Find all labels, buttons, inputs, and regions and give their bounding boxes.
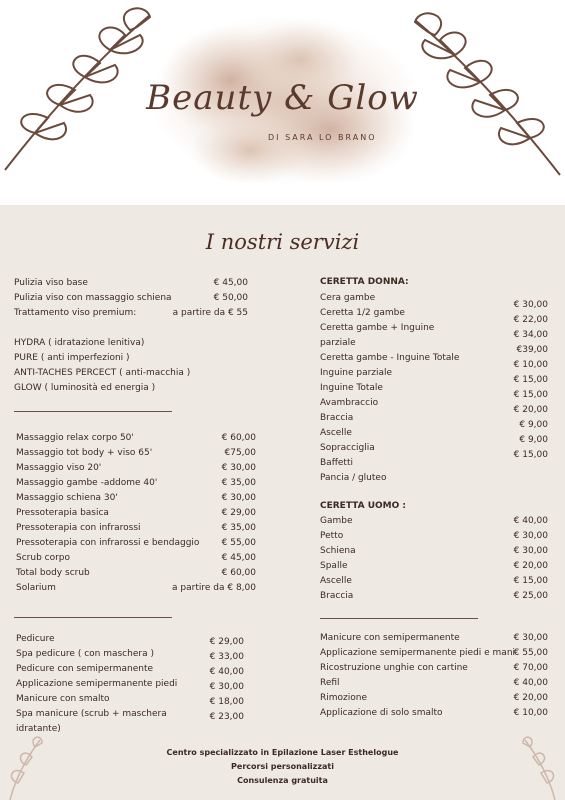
price: € 40,00 — [513, 516, 548, 526]
footer-line: Consulenza gratuita — [237, 776, 328, 785]
price: € 30,00 — [513, 633, 548, 643]
price: € 15,00 — [513, 450, 548, 460]
list-item: Pressoterapia con infrarossi e bendaggio — [16, 538, 200, 548]
list-item: Spalle — [320, 561, 348, 571]
price: € 55,00 — [513, 648, 548, 658]
price: € 55,00 — [221, 538, 256, 548]
price: € 15,00 — [513, 576, 548, 586]
price: € 30,00 — [513, 300, 548, 310]
price: € 20,00 — [513, 693, 548, 703]
list-item: Sopracciglia — [320, 443, 375, 453]
price: € 30,00 — [221, 463, 256, 473]
section-heading: CERETTA DONNA: — [320, 277, 409, 287]
header — [0, 0, 565, 205]
price: € 9,00 — [519, 420, 548, 430]
price: € 45,00 — [213, 278, 248, 288]
list-item: Inguine Totale — [320, 383, 383, 393]
list-item: Ceretta gambe - Inguine Totale — [320, 353, 460, 363]
list-item: Ceretta gambe + Inguine — [320, 323, 435, 333]
list-item: Braccia — [320, 413, 354, 423]
list-item: Massaggio tot body + viso 65' — [16, 448, 153, 458]
list-item: Pressoterapia basica — [16, 508, 109, 518]
price: a partire da € 8,00 — [172, 583, 256, 593]
price: € 40,00 — [513, 678, 548, 688]
list-item: Ascelle — [320, 576, 352, 586]
section-heading: CERETTA UOMO : — [320, 501, 407, 511]
footer-line: Percorsi personalizzati — [231, 762, 334, 771]
brand-subtitle: DI SARA LO BRANO — [268, 133, 377, 142]
list-item: HYDRA ( idratazione lenitiva) — [14, 338, 145, 348]
list-item: Pulizia viso base — [14, 278, 88, 288]
list-item: Gambe — [320, 516, 353, 526]
list-item: Schiena — [320, 546, 356, 556]
price: € 35,00 — [221, 523, 256, 533]
list-item: Braccia — [320, 591, 354, 601]
list-item: Pedicure — [16, 634, 55, 644]
list-item: Avambraccio — [320, 398, 379, 408]
list-item: Petto — [320, 531, 344, 541]
list-item: Ceretta 1/2 gambe — [320, 308, 405, 318]
price: € 25,00 — [513, 591, 548, 601]
price: € 34,00 — [513, 330, 548, 340]
list-item: idratante) — [16, 724, 61, 734]
list-item: Massaggio gambe -addome 40' — [16, 478, 158, 488]
list-item: Ascelle — [320, 428, 352, 438]
list-item: GLOW ( luminosità ed energia ) — [14, 383, 156, 393]
price: € 30,00 — [221, 493, 256, 503]
price: a partire da € 55 — [172, 308, 248, 318]
price: € 29,00 — [221, 508, 256, 518]
page-title: I nostri servizi — [205, 230, 360, 254]
list-item: Massaggio viso 20' — [16, 463, 102, 473]
list-item: Cera gambe — [320, 293, 376, 303]
list-item: Baffetti — [320, 458, 353, 468]
price: € 35,00 — [221, 478, 256, 488]
list-item: ANTI-TACHES PERCECT ( anti-macchia ) — [14, 368, 191, 378]
price: € 22,00 — [513, 315, 548, 325]
list-item: Spa pedicure ( con maschera ) — [16, 649, 154, 659]
list-item: Scrub corpo — [16, 553, 71, 563]
price: € 15,00 — [513, 375, 548, 385]
list-item: Pancia / gluteo — [320, 473, 387, 483]
list-item: Pedicure con semipermanente — [16, 664, 154, 674]
price: € 15,00 — [513, 390, 548, 400]
price: €39,00 — [516, 345, 548, 355]
divider — [320, 618, 478, 619]
list-item: PURE ( anti imperfezioni ) — [14, 353, 130, 363]
list-item: Trattamento viso premium: — [14, 308, 137, 318]
list-item: Massaggio relax corpo 50' — [16, 433, 134, 443]
price: € 45,00 — [221, 553, 256, 563]
price: € 40,00 — [209, 667, 244, 677]
list-item: Spa manicure (scrub + maschera — [16, 709, 167, 719]
divider — [14, 411, 172, 412]
list-item: Inguine parziale — [320, 368, 393, 378]
list-item: Ricostruzione unghie con cartine — [320, 663, 468, 673]
divider — [14, 617, 172, 618]
price: € 9,00 — [519, 435, 548, 445]
footer — [0, 746, 565, 788]
list-item: Massaggio schiena 30' — [16, 493, 118, 503]
brand-name: Beauty & Glow — [146, 78, 419, 118]
list-item: parziale — [320, 338, 356, 348]
price: € 30,00 — [513, 531, 548, 541]
price: € 10,00 — [513, 708, 548, 718]
list-item: Applicazione semipermanente piedi e mani — [320, 648, 516, 658]
price: € 60,00 — [221, 433, 256, 443]
price: € 20,00 — [513, 405, 548, 415]
price: €75,00 — [224, 448, 256, 458]
price: € 30,00 — [209, 682, 244, 692]
list-item: Pressoterapia con infrarossi — [16, 523, 141, 533]
price: € 33,00 — [209, 652, 244, 662]
price: € 70,00 — [513, 663, 548, 673]
list-item: Total body scrub — [16, 568, 90, 578]
list-item: Solarium — [16, 583, 56, 593]
list-item: Applicazione di solo smalto — [320, 708, 443, 718]
list-item: Manicure con semipermanente — [320, 633, 460, 643]
price: € 29,00 — [209, 637, 244, 647]
price: € 60,00 — [221, 568, 256, 578]
list-item: Manicure con smalto — [16, 694, 110, 704]
list-item: Rimozione — [320, 693, 367, 703]
list-item: Pulizia viso con massaggio schiena — [14, 293, 172, 303]
list-item: Applicazione semipermanente piedi — [16, 679, 178, 689]
price: € 23,00 — [209, 712, 244, 722]
price: € 20,00 — [513, 561, 548, 571]
price: € 30,00 — [513, 546, 548, 556]
price: € 18,00 — [209, 697, 244, 707]
footer-line: Centro specializzato in Epilazione Laser Esthelogue — [166, 748, 399, 757]
price: € 10,00 — [513, 360, 548, 370]
price: € 50,00 — [213, 293, 248, 303]
list-item: Refil — [320, 678, 340, 688]
